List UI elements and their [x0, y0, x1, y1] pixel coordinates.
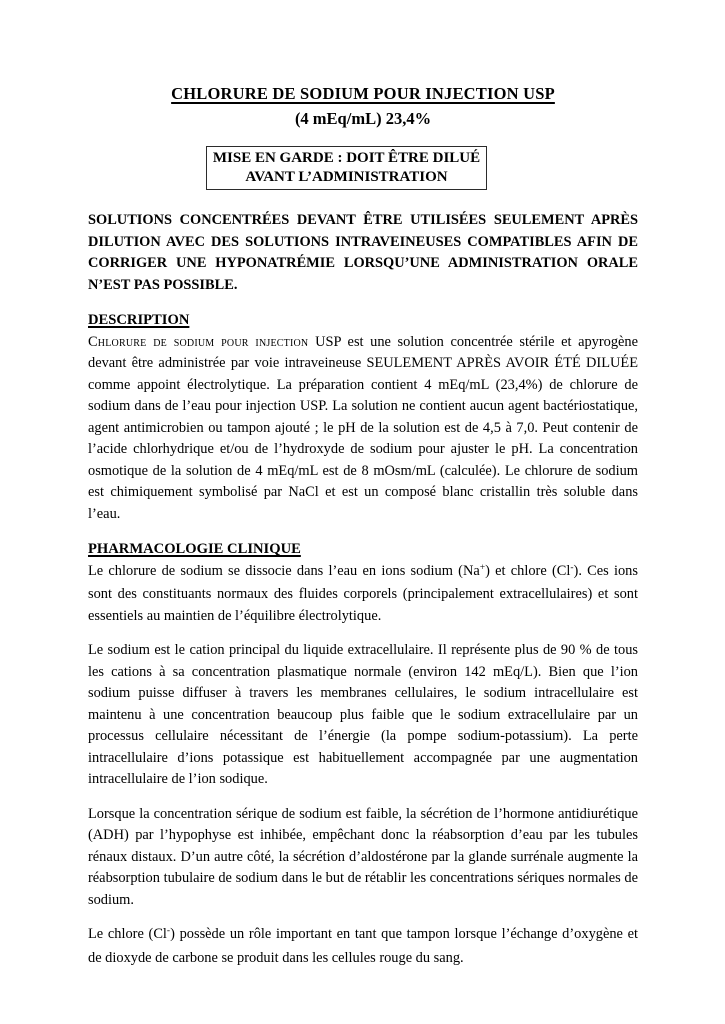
- text-run: Le chlorure de sodium se dissocie dans l’eau en ions sodium (Na: [88, 562, 480, 579]
- superscript-run: +: [479, 562, 486, 573]
- text-run: Lorsque la concentration sérique de sodium est faible, la sécrétion de l’hormone antidiurétique (ADH) par l’hypophyse est inhibée, empêchant donc la réabsorption d’eau par les tubules rénaux distaux. D’un autre côté, la sécrétion d’aldostérone par la glande surrénale augmente la réabsorption tubulaire de sodium dans le but de rétablir les concentrations sériques normales de sodium.: [88, 805, 638, 908]
- warning-box: [206, 146, 487, 190]
- text-run: ) et chlore (Cl: [485, 562, 571, 579]
- body-paragraph: [88, 640, 638, 791]
- text-run: Chlorure de sodium pour injection: [88, 333, 316, 350]
- section-heading-text: DESCRIPTION: [88, 312, 190, 328]
- lead-warning-paragraph: SOLUTIONS CONCENTRÉES DEVANT ÊTRE UTILISÉES SEULEMENT APRÈS DILUTION AVEC DES SOLUTIONS INTRAVEINEUSES COMPATIBLES AFIN DE CORRIGER UNE HYPONATRÉMIE LORSQU’UNE ADMINISTRATION ORALE N’EST PAS POSSIBLE.: [88, 212, 638, 293]
- warning-line-1: MISE EN GARDE : DOIT ÊTRE DILUÉ: [212, 150, 481, 166]
- warning-line-2: AVANT L’ADMINISTRATION: [245, 168, 448, 185]
- text-run: USP est une solution concentrée stérile et apyrogène devant être administrée par voie intraveineuse SEULEMENT APRÈS AVOIR ÉTÉ DILUÉE comme appoint électrolytique. La préparation contient 4 mEq/mL (23,4%) de chlorure de sodium dans de l’eau pour injection USP. La solution ne contient aucun agent bactériostatique, agent antimicrobien ou tampon ajouté ; le pH de la solution est de 4,5 à 7,0. Peut contenir de l’acide chlorhydrique et/ou de l’hydroxyde de sodium pour ajuster le pH. La concentration osmotique de la solution de 4 mEq/mL est de 8 mOsm/mL (calculée). Le chlorure de sodium est chimiquement symbolisé par NaCl et est un composé blanc cristallin très soluble dans l’eau.: [88, 333, 638, 522]
- text-run: Le chlore (Cl: [88, 926, 167, 942]
- document-title-text: CHLORURE DE SODIUM POUR INJECTION USP: [171, 84, 555, 103]
- text-run: ). Ces ions sont des constituants normaux des fluides corporels (principalement extracellulaires) et sont essentiels au maintien de l’équilibre électrolytique.: [88, 562, 638, 624]
- document-subtitle: (4 mEq/mL) 23,4%: [294, 109, 432, 128]
- text-run: Le sodium est le cation principal du liquide extracellulaire. Il représente plus de 90 % de tous les cations à sa concentration plasmatique normale (environ 142 mEq/L). Bien que l’ion sodium puisse diffuser à travers les membranes cellulaires, le sodium intracellulaire est maintenu à une concentration beaucoup plus faible que le sodium extracellulaire par un processus cellulaire nécessitant de l’énergie (la pompe sodium-potassium). La perte intracellulaire d’ions potassique est habituellement accompagnée par une augmentation intracellulaire de l’ion sodique.: [88, 642, 638, 787]
- section-heading: [88, 310, 638, 332]
- document-title: [88, 82, 638, 106]
- section-heading: [88, 539, 638, 561]
- superscript-run: -: [570, 562, 574, 573]
- section-heading-text: PHARMACOLOGIE CLINIQUE: [88, 541, 301, 557]
- superscript-run: -: [166, 926, 171, 936]
- body-paragraph: [88, 804, 638, 912]
- body-paragraph: [88, 561, 638, 628]
- document-sections: [88, 310, 638, 969]
- body-paragraph: [88, 924, 638, 969]
- text-run: ) possède un rôle important en tant que tampon lorsque l’échange d’oxygène et de dioxyde de carbone se produit dans les cellules rouge du sang.: [88, 926, 639, 966]
- body-paragraph: [88, 332, 638, 526]
